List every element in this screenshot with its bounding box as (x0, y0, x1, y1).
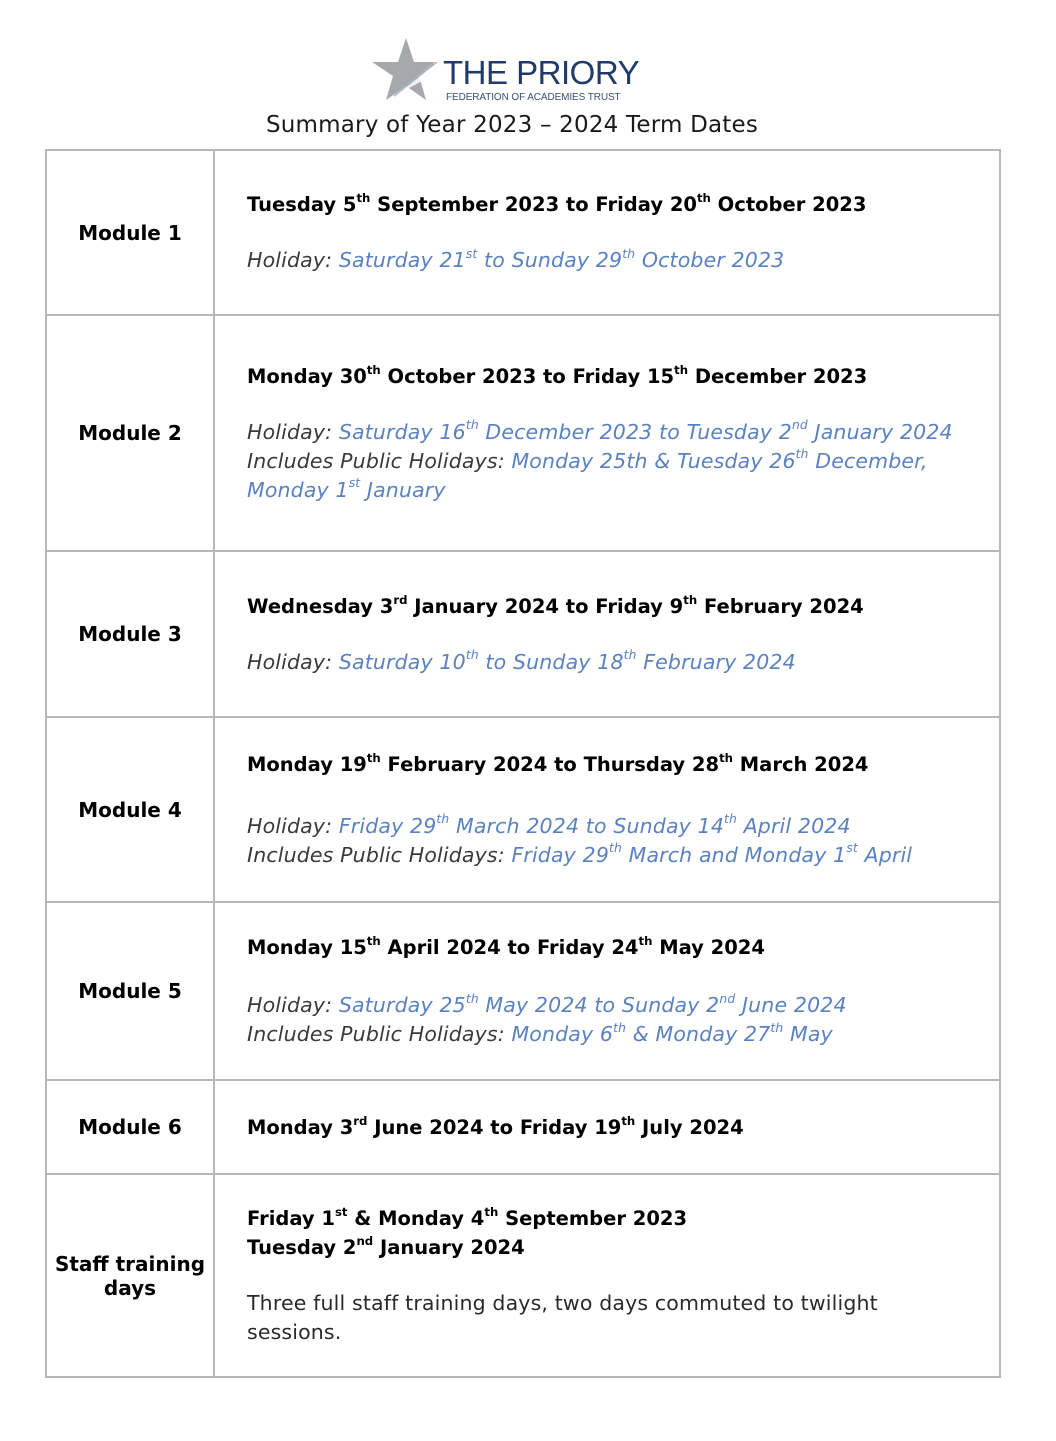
module-label: Module 4 (46, 717, 214, 902)
star-logo-icon (370, 38, 440, 104)
training-date-2: Tuesday 2nd January 2024 (247, 1234, 525, 1259)
logo-subtitle: FEDERATION OF ACADEMIES TRUST (446, 92, 621, 103)
staff-training-label: Staff training days (46, 1174, 214, 1377)
term-dates: Tuesday 5th September 2023 to Friday 20th October 2023 (247, 191, 867, 216)
term-dates: Monday 19th February 2024 to Thursday 28th March 2024 (247, 750, 869, 776)
training-date-1: Friday 1st & Monday 4th September 2023 (247, 1205, 688, 1230)
module-content (214, 1080, 1000, 1174)
term-dates: Monday 15th April 2024 to Friday 24th May 2024 (247, 934, 765, 959)
module-content (214, 717, 1000, 902)
holiday-text: Holiday: Friday 29th March 2024 to Sunday 14th April 2024 (247, 812, 851, 838)
holiday-text: Holiday: Saturday 21st to Sunday 29th October 2023 (247, 246, 785, 272)
table-row (46, 315, 1000, 551)
module-label: Module 6 (46, 1080, 214, 1174)
module-content (214, 150, 1000, 315)
holiday-text: Holiday: Saturday 10th to Sunday 18th February 2024 (247, 648, 796, 674)
priory-logo (370, 38, 660, 104)
holiday-text: Holiday: Saturday 25th May 2024 to Sunday 2nd June 2024 (247, 991, 847, 1017)
table-row (46, 902, 1000, 1080)
table-row (46, 150, 1000, 315)
table-row (46, 1174, 1000, 1377)
table-row (46, 551, 1000, 717)
term-dates: Monday 30th October 2023 to Friday 15th December 2023 (247, 362, 868, 388)
term-dates: Wednesday 3rd January 2024 to Friday 9th February 2024 (247, 592, 864, 618)
staff-training-content (214, 1174, 1000, 1377)
module-label: Module 3 (46, 551, 214, 717)
holiday-text: Holiday: Saturday 16th December 2023 to Tuesday 2nd January 2024 (247, 418, 953, 444)
term-dates: Monday 3rd June 2024 to Friday 19th July 2024 (247, 1113, 744, 1139)
module-label: Module 2 (46, 315, 214, 551)
module-content (214, 551, 1000, 717)
module-content (214, 315, 1000, 551)
table-row (46, 717, 1000, 902)
module-label: Module 5 (46, 902, 214, 1080)
term-dates-table (45, 149, 1001, 1378)
module-label: Module 1 (46, 150, 214, 315)
public-holidays-text: Includes Public Holidays: Monday 25th & Tuesday 26th December, Monday 1st January (247, 447, 928, 502)
public-holidays-text: Includes Public Holidays: Monday 6th & Monday 27th May (247, 1020, 833, 1046)
table-row (46, 1080, 1000, 1174)
public-holidays-text: Includes Public Holidays: Friday 29th March and Monday 1st April (247, 841, 913, 867)
module-content (214, 902, 1000, 1080)
page-title: Summary of Year 2023 – 2024 Term Dates (265, 112, 759, 138)
logo-name: THE PRIORY (443, 54, 640, 91)
training-note: Three full staff training days, two days commuted to twilight sessions. (247, 1291, 878, 1344)
